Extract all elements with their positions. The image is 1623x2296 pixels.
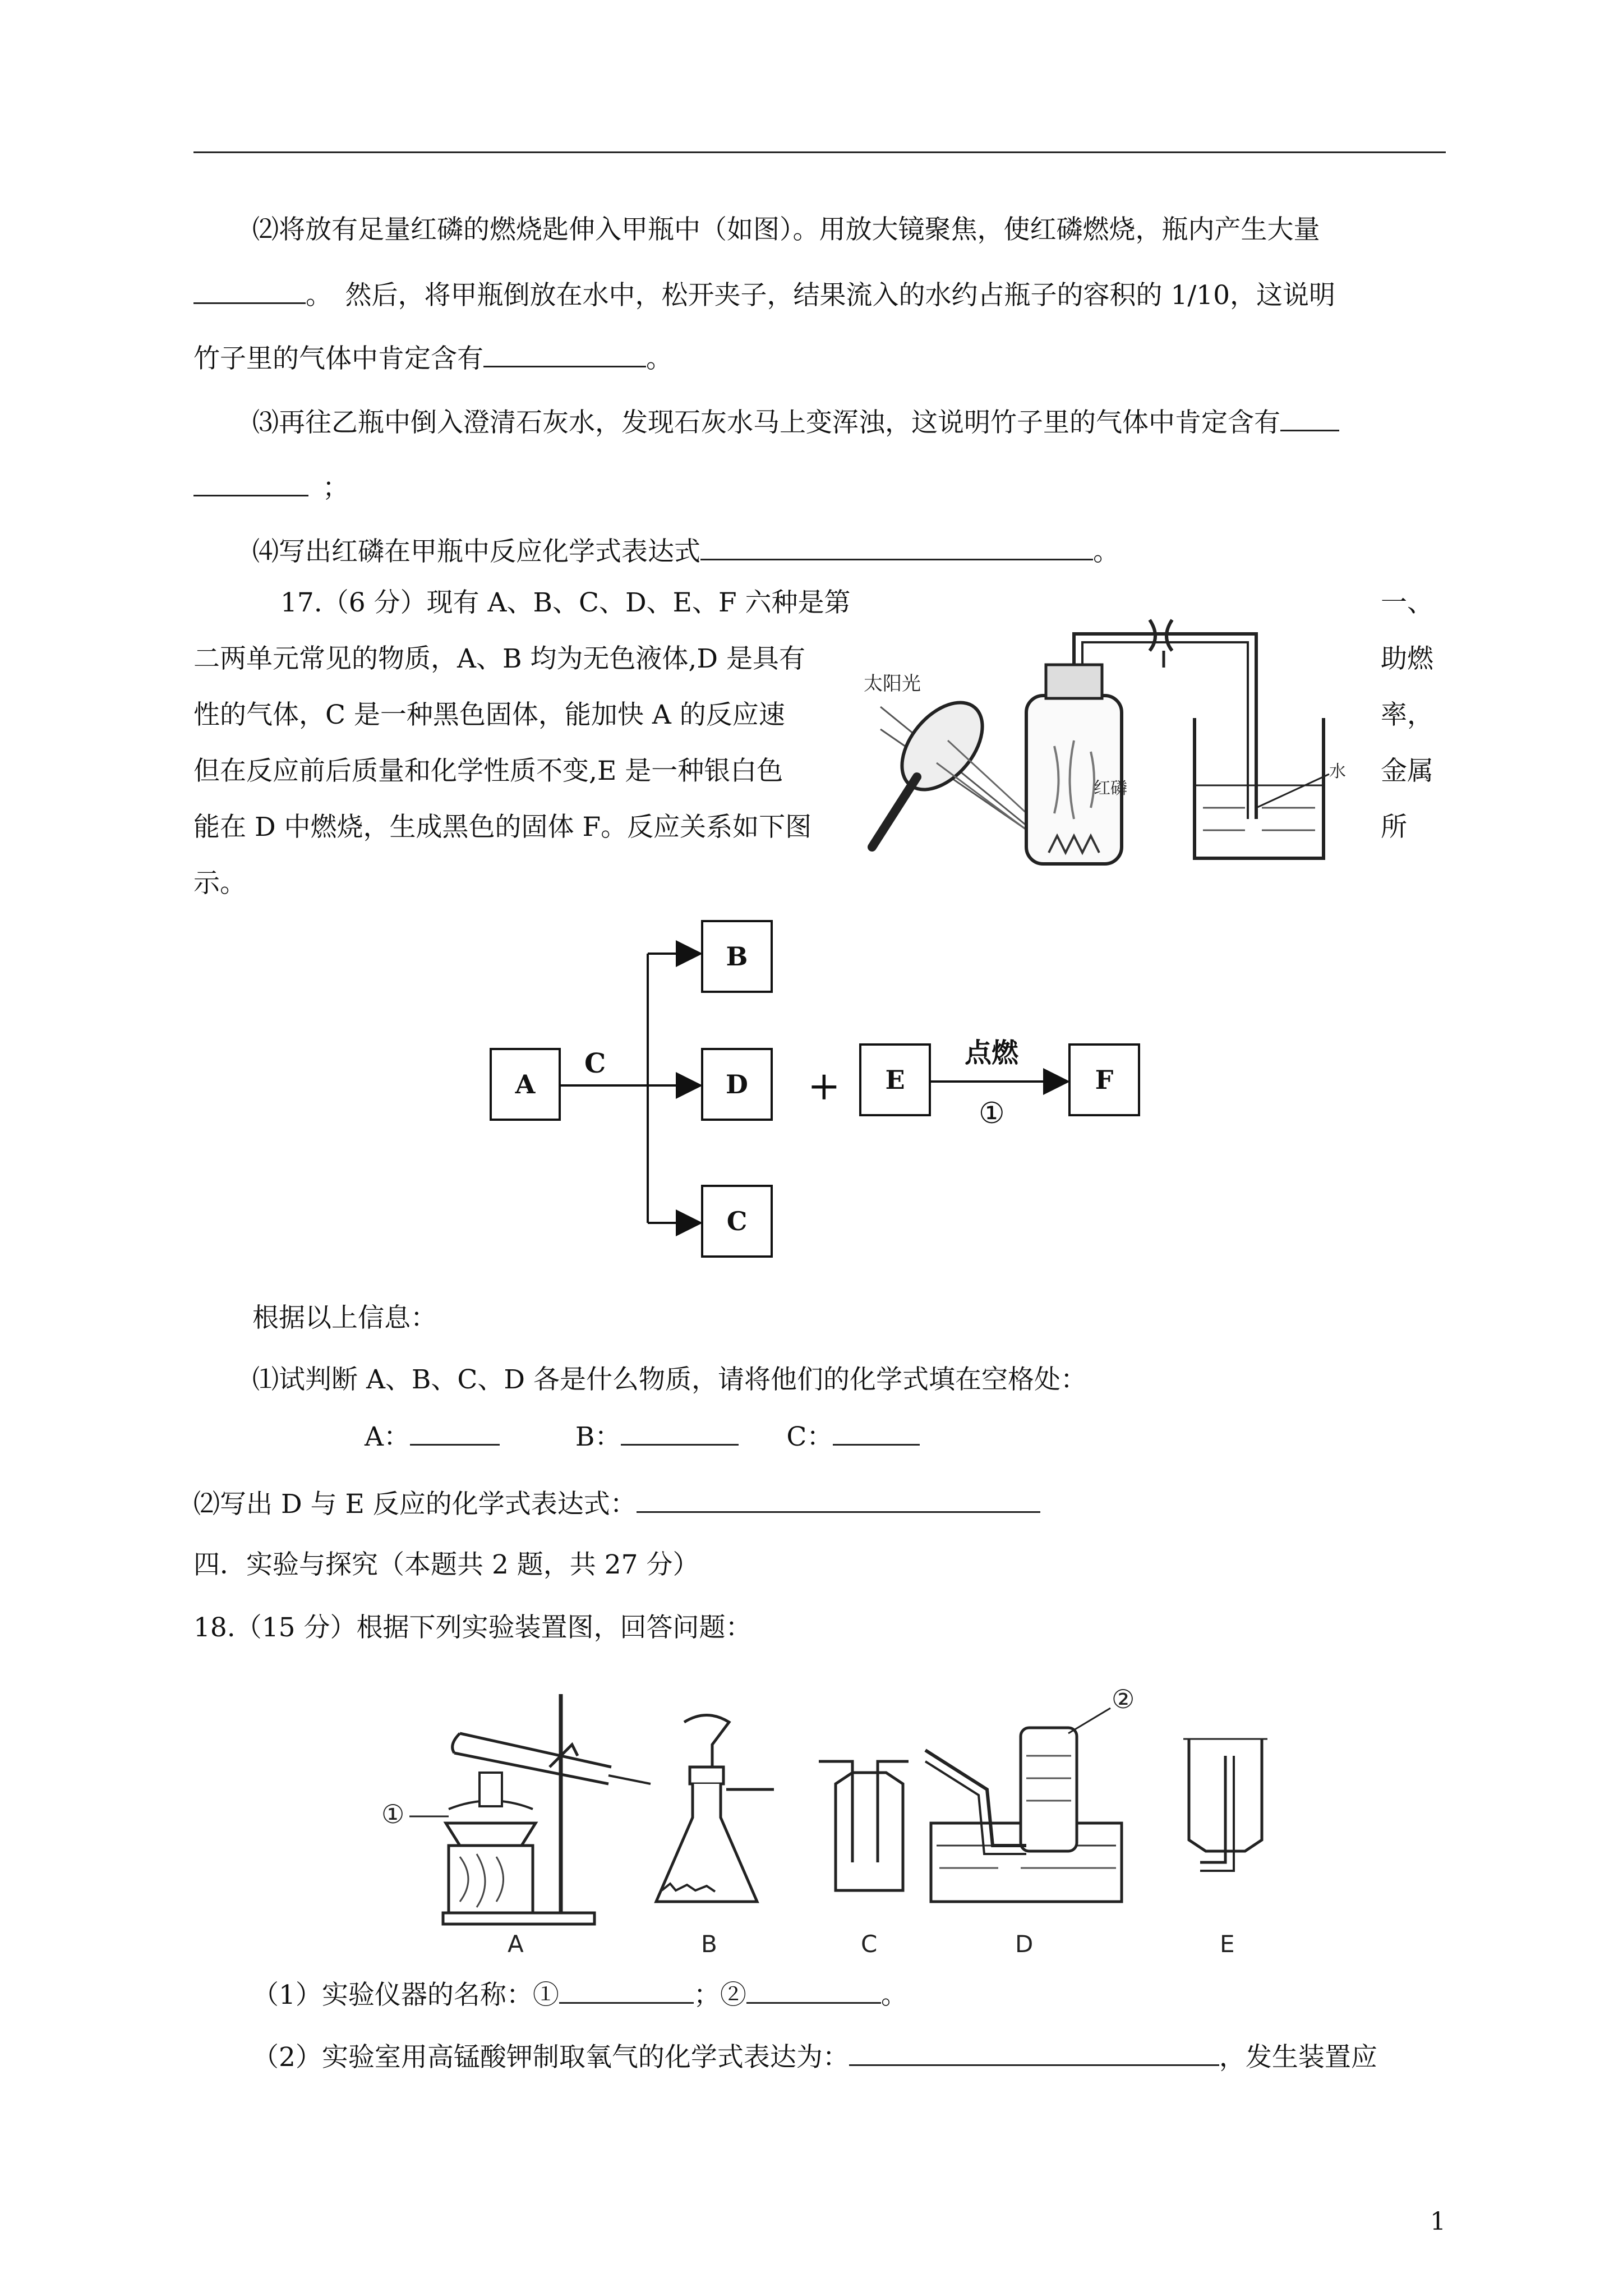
- q17-sub2: ⑵写出 D 与 E 反应的化学式表达式：: [193, 1487, 1040, 1521]
- apparatus-label-A: A: [508, 1930, 524, 1958]
- q17-line1-right: 一、: [1381, 587, 1433, 618]
- q17-line2-left: 二两单元常见的物质，A、B 均为无色液体,D 是具有: [193, 643, 805, 674]
- q16-part4: ⑷写出红磷在甲瓶中反应化学式表达式 。: [252, 534, 1119, 569]
- q16-part2-line1: ⑵将放有足量红磷的燃烧匙伸入甲瓶中（如图）。用放大镜聚焦，使红磷燃烧，瓶内产生大量: [252, 214, 1320, 245]
- node-D: D: [701, 1048, 773, 1121]
- apparatus-label-E: E: [1220, 1930, 1235, 1958]
- page-number: 1: [1430, 2207, 1446, 2236]
- q17-sub1: ⑴试判断 A、B、C、D 各是什么物质，请将他们的化学式填在空格处：: [252, 1364, 1087, 1395]
- q16-part2-line2: 。 然后，将甲瓶倒放在水中，松开夹子，结果流入的水约占瓶子的容积的 1/10，这说明: [193, 278, 1335, 312]
- answer-blank[interactable]: [559, 1977, 694, 2004]
- step-number: ①: [979, 1097, 1005, 1130]
- apparatus-label-C: C: [861, 1930, 878, 1958]
- answer-blank[interactable]: [746, 1977, 881, 2004]
- q18-sub2: （2）实验室用高锰酸钾制取氧气的化学式表达为： ，发生装置应: [252, 2040, 1377, 2074]
- q18-sub1: （1）实验仪器的名称：① ；② 。: [252, 1977, 907, 2012]
- apparatus-label-B: B: [701, 1930, 717, 1958]
- q17-line1-left: 17.（6 分）现有 A、B、C、D、E、F 六种是第: [280, 587, 851, 618]
- q17-line3-left: 性的气体，C 是一种黑色固体，能加快 A 的反应速: [193, 700, 785, 730]
- q17-line4-left: 但在反应前后质量和化学性质不变,E 是一种银白色: [193, 756, 783, 786]
- answer-blank[interactable]: [849, 2040, 1219, 2066]
- q16-part3-line2: ；: [193, 470, 349, 505]
- ignition-condition: 点燃: [965, 1037, 1019, 1069]
- q17-line4-right: 金属: [1381, 756, 1433, 786]
- catalyst-label: C: [584, 1048, 606, 1079]
- answer-blank[interactable]: [637, 1487, 1040, 1513]
- node-A: A: [490, 1048, 561, 1121]
- node-B: B: [701, 920, 773, 993]
- section-4-heading: 四．实验与探究（本题共 2 题，共 27 分）: [193, 1549, 699, 1580]
- apparatus-label-D: D: [1015, 1930, 1034, 1958]
- q16-part3-line1: ⑶再往乙瓶中倒入澄清石灰水，发现石灰水马上变浑浊，这说明竹子里的气体中肯定含有: [252, 405, 1339, 440]
- phosphorus-label: 红磷: [1094, 779, 1127, 798]
- q17-line2-right: 助燃: [1381, 643, 1433, 674]
- q16-part2-line3: 竹子里的气体中肯定含有 。: [193, 341, 672, 376]
- q17-info: 根据以上信息：: [252, 1303, 437, 1333]
- node-F: F: [1068, 1043, 1140, 1116]
- apparatus-label-1: ①: [381, 1799, 405, 1829]
- node-C: C: [701, 1185, 773, 1258]
- answer-blank-A[interactable]: [410, 1419, 500, 1446]
- q17-line5-right: 所: [1381, 812, 1407, 843]
- answer-blank-C[interactable]: [833, 1419, 920, 1446]
- answer-blank-B[interactable]: [621, 1419, 739, 1446]
- apparatus-figure: [370, 1677, 1335, 1958]
- sunlight-label: 太阳光: [864, 673, 921, 695]
- q17-line3-right: 率，: [1381, 700, 1433, 730]
- water-label: 水: [1329, 762, 1346, 781]
- q17-line5-left: 能在 D 中燃烧，生成黑色的固体 F。反应关系如下图: [193, 812, 812, 843]
- q18-title: 18.（15 分）根据下列实验装置图，回答问题：: [193, 1612, 752, 1643]
- apparatus-label-2: ②: [1112, 1684, 1135, 1714]
- q17-line6: 示。: [193, 868, 246, 899]
- node-E: E: [859, 1043, 931, 1116]
- q17-sub1-answers: A： B： C：: [365, 1419, 920, 1454]
- plus-sign: +: [808, 1063, 841, 1109]
